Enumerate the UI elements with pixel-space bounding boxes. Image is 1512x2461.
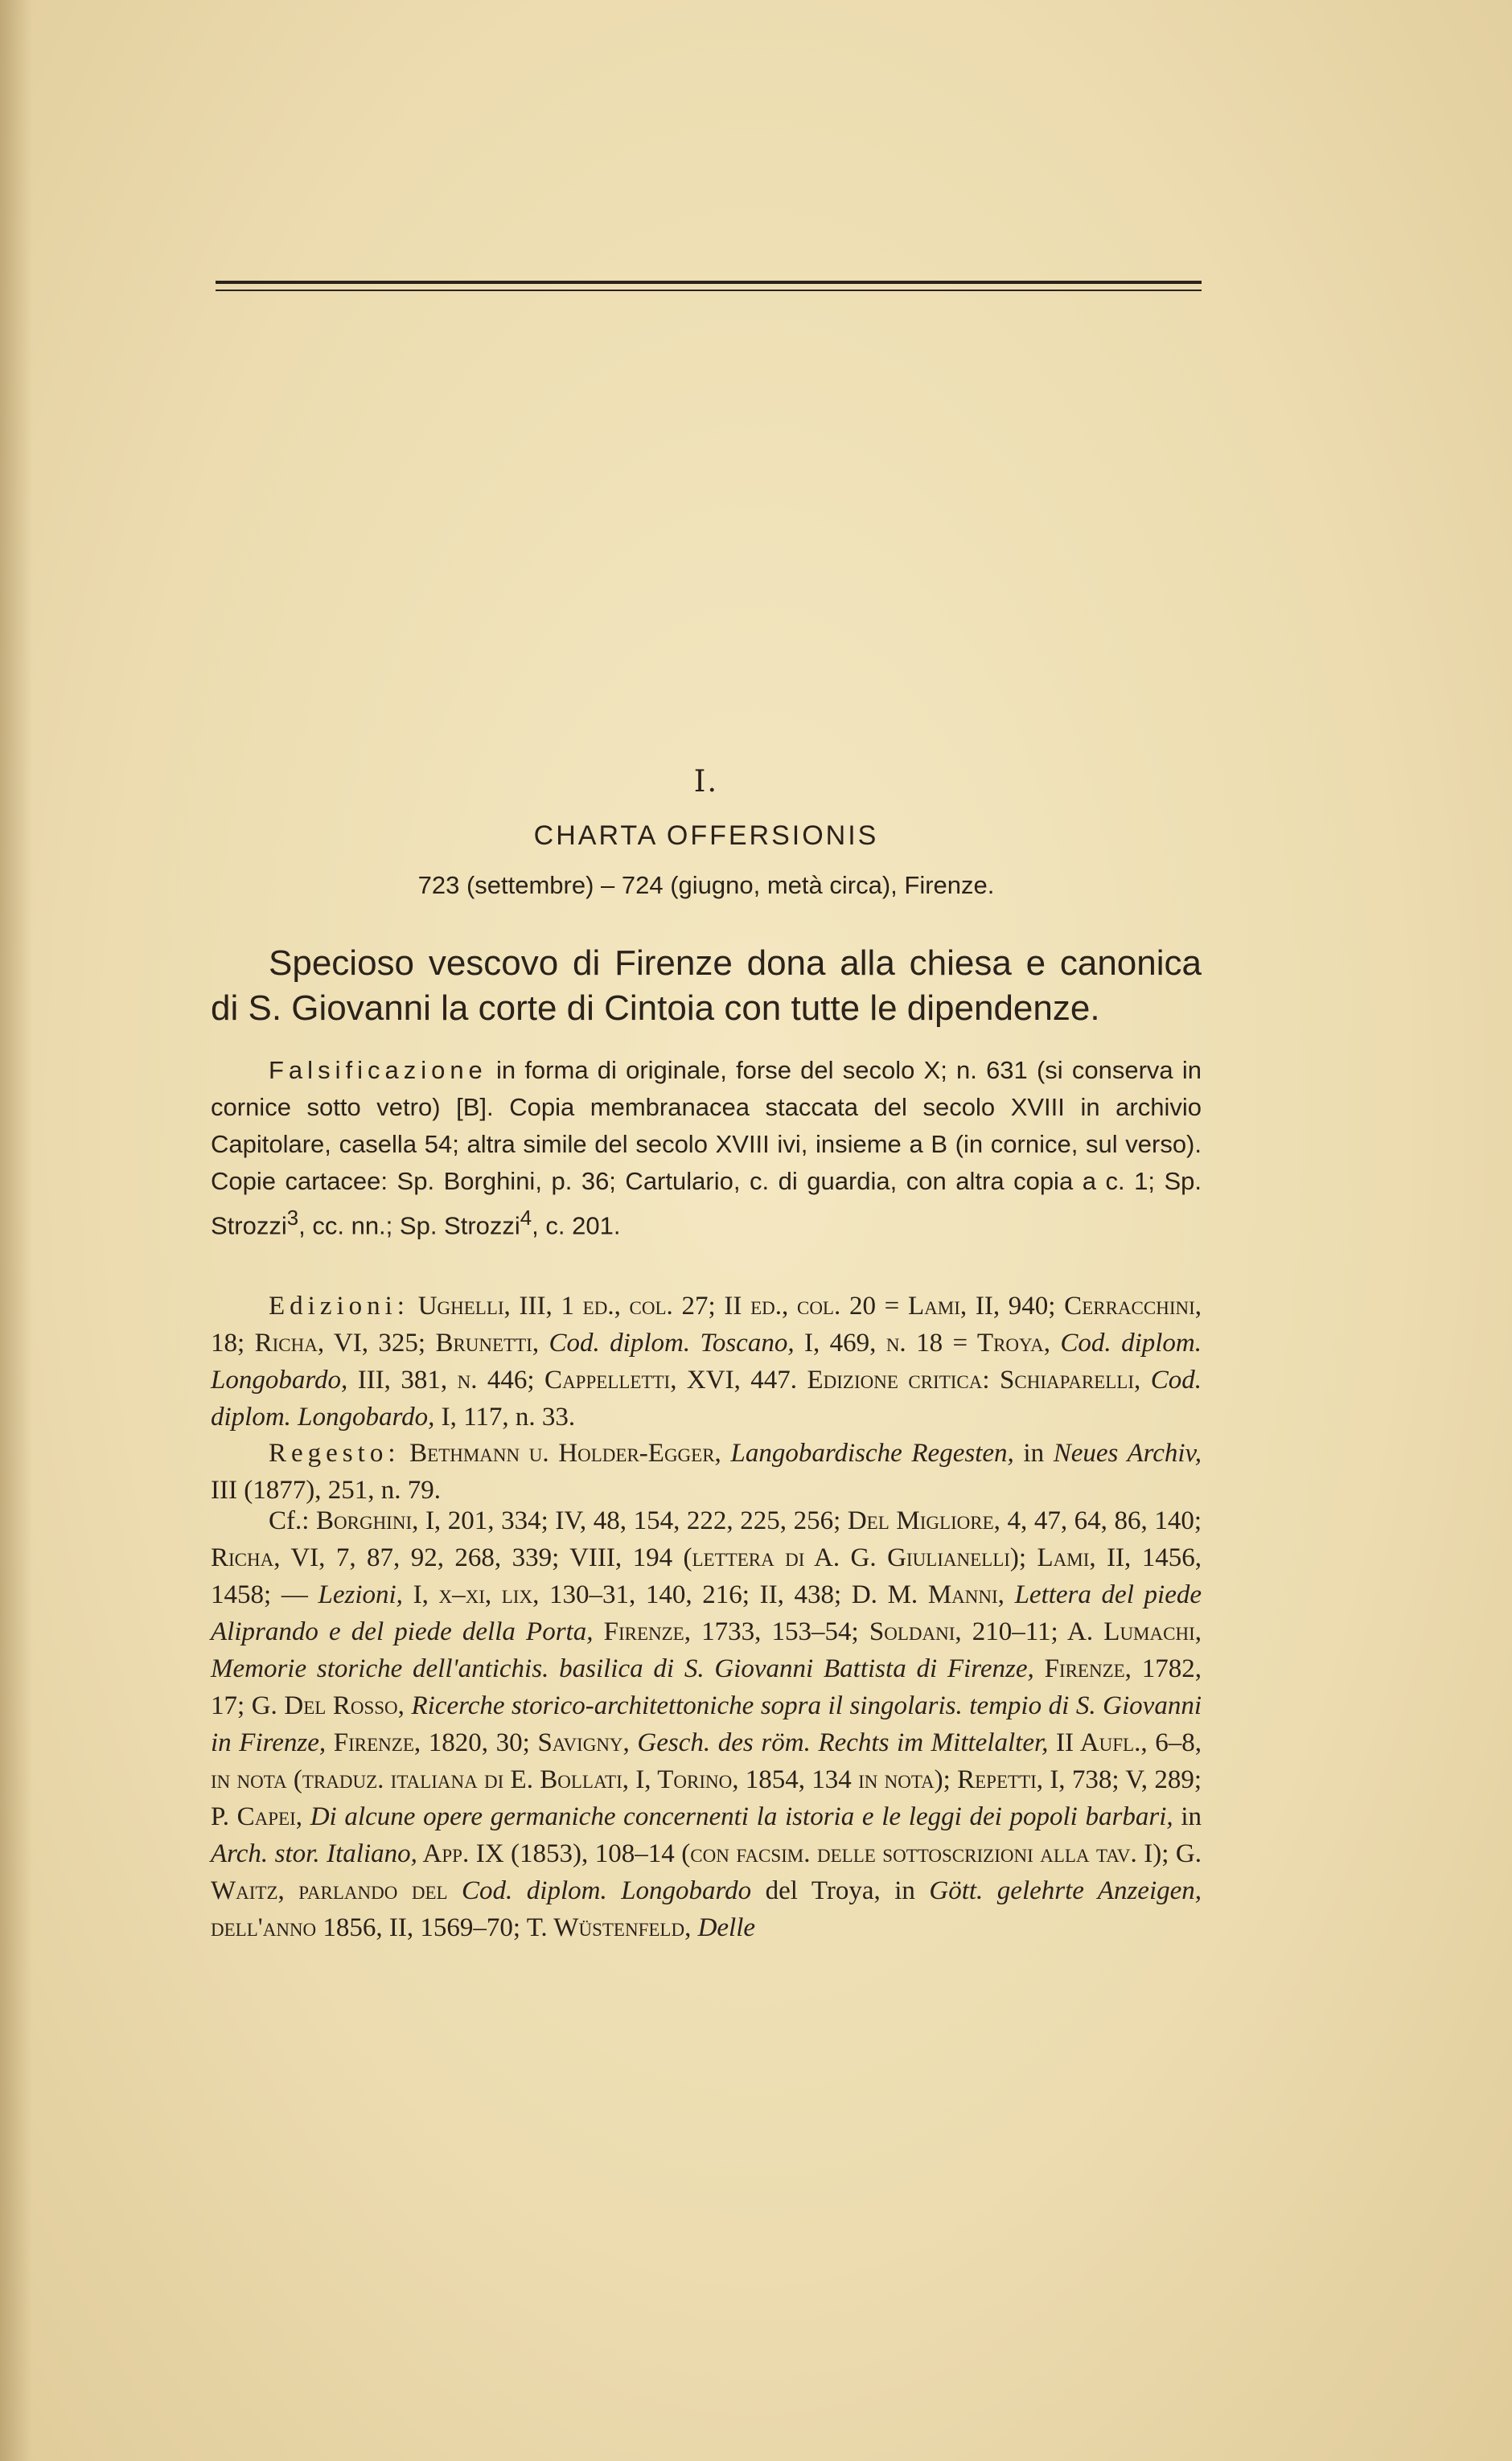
regesto-title-1: Langobardische Regesten, — [730, 1439, 1014, 1468]
cf-text-10: dell'anno 1856, II, 1569–70; T. Wüstenfeld, — [211, 1913, 698, 1942]
page-edge-shading — [0, 0, 32, 2461]
cf-title-8: Cod. diplom. Longobardo — [462, 1876, 752, 1905]
document-summary: Specioso vescovo di Firenze dona alla chiesa e canonica di S. Giovanni la corte di Cintoia con tutte le dipendenze. — [211, 943, 1202, 1028]
editions-text-2: I, 469, n. 18 = Troya, — [794, 1329, 1061, 1358]
document-date: 723 (settembre) – 724 (giugno, metà circa), Firenze. — [417, 871, 995, 899]
cf-text-6: II Aufl., 6–8, in nota (traduz. italiana di E. Bollati, I, Torino, 1854, 134 in nota); Repetti, I, 738; V, 289; P. Capei, — [211, 1728, 1202, 1831]
regesto-text-3: III (1877), 251, n. 79. — [211, 1476, 441, 1505]
cf-title-7: Arch. stor. Italiano, — [211, 1839, 417, 1868]
regesto-text-2: in — [1013, 1439, 1054, 1468]
cf-title-2: Lettera del piede Aliprando e del piede della Porta, — [211, 1580, 1202, 1646]
cf-text-5: Firenze, 1820, 30; Savigny, — [326, 1728, 638, 1757]
footnote-ref-4: 4 — [520, 1207, 532, 1230]
description-label: Falsificazione — [269, 1056, 487, 1084]
description-text-2: , cc. nn.; Sp. Strozzi — [298, 1211, 520, 1240]
editions-paragraph — [211, 1288, 1202, 1436]
cf-title-10: Delle — [697, 1913, 756, 1942]
header-rule — [216, 281, 1202, 284]
cf-title-1: Lezioni, — [318, 1580, 403, 1609]
cf-text-1: Borghini, I, 201, 334; IV, 48, 154, 222, 225, 256; Del Migliore, 4, 47, 64, 86, 140; Richa, VI, 7, 87, 92, 268, 339; VIII, 194 (lettera di A. G. Giulianelli); Lami, II, 1456, 1458; — — [211, 1506, 1202, 1609]
regesto-title-2: Neues Archiv, — [1053, 1439, 1202, 1468]
description-paragraph — [211, 1052, 1202, 1244]
regesto-label: Regesto: — [269, 1439, 401, 1468]
cf-title-6: Di alcune opere germaniche concernenti la istoria e le leggi dei popoli barbari, — [310, 1802, 1173, 1831]
regesto-text-1: Bethmann u. Holder-Egger, — [400, 1439, 731, 1468]
editions-title-2: Cod. diplom. Longobardo, — [211, 1329, 1202, 1395]
cf-title-9: Gött. gelehrte Anzeigen, — [929, 1876, 1202, 1905]
editions-text-3: III, 381, n. 446; Cappelletti, XVI, 447. Edizione critica: Schiaparelli, — [347, 1366, 1151, 1395]
description-text-3: , c. 201. — [532, 1211, 621, 1240]
document-title: CHARTA OFFERSIONIS — [533, 820, 879, 851]
regesto-paragraph — [211, 1435, 1202, 1509]
editions-title-3: Cod. diplom. Longobardo, — [211, 1366, 1202, 1432]
cf-text-9: del Troya, in — [751, 1876, 930, 1905]
cf-text-4: Firenze, 1782, 17; G. Del Rosso, — [211, 1654, 1202, 1720]
cf-title-5: Gesch. des röm. Rechts im Mittelalter, — [637, 1728, 1049, 1757]
document-number: I. — [693, 764, 719, 799]
description-text: in forma di originale, forse del secolo X; n. 631 (si conserva in cornice sotto vetro) [B]. Copia membranacea staccata del secolo XVIII in archivio Capitolare, casella 54; altra simile del secolo XVIII ivi, insieme a B (in cornice, sul verso). Copie cartacee: Sp. Borghini, p. 36; Cartulario, c. di guardia, con altra copia a c. 1; Sp. Strozzi — [211, 1056, 1202, 1240]
cf-text-8: App. IX (1853), 108–14 (con facsim. delle sottoscrizioni alla tav. I); G. Waitz, parlando del — [211, 1839, 1202, 1905]
footnote-ref-3: 3 — [286, 1207, 299, 1230]
cf-text-3: Firenze, 1733, 153–54; Soldani, 210–11; A. Lumachi, — [593, 1617, 1202, 1646]
cf-title-4: Ricerche storico-architettoniche sopra il singolaris. tempio di S. Giovanni in Firenze, — [211, 1691, 1202, 1757]
cf-text-7: in — [1173, 1802, 1202, 1831]
cf-label: Cf.: — [269, 1506, 310, 1535]
editions-label: Edizioni: — [269, 1292, 409, 1321]
header-rule-secondary — [216, 290, 1202, 291]
cf-paragraph — [211, 1502, 1202, 1946]
editions-title-1: Cod. diplom. Toscano, — [549, 1329, 795, 1358]
editions-text-4: I, 117, n. 33. — [434, 1403, 576, 1432]
editions-text-1: Ughelli, III, 1 ed., col. 27; II ed., col. 20 = Lami, II, 940; Cerracchini, 18; Richa, VI, 325; Brunetti, — [211, 1292, 1202, 1358]
cf-title-3: Memorie storiche dell'antichis. basilica di S. Giovanni Battista di Firenze, — [211, 1654, 1034, 1683]
cf-text-2: I, x–xi, lix, 130–31, 140, 216; II, 438; D. M. Manni, — [402, 1580, 1015, 1609]
